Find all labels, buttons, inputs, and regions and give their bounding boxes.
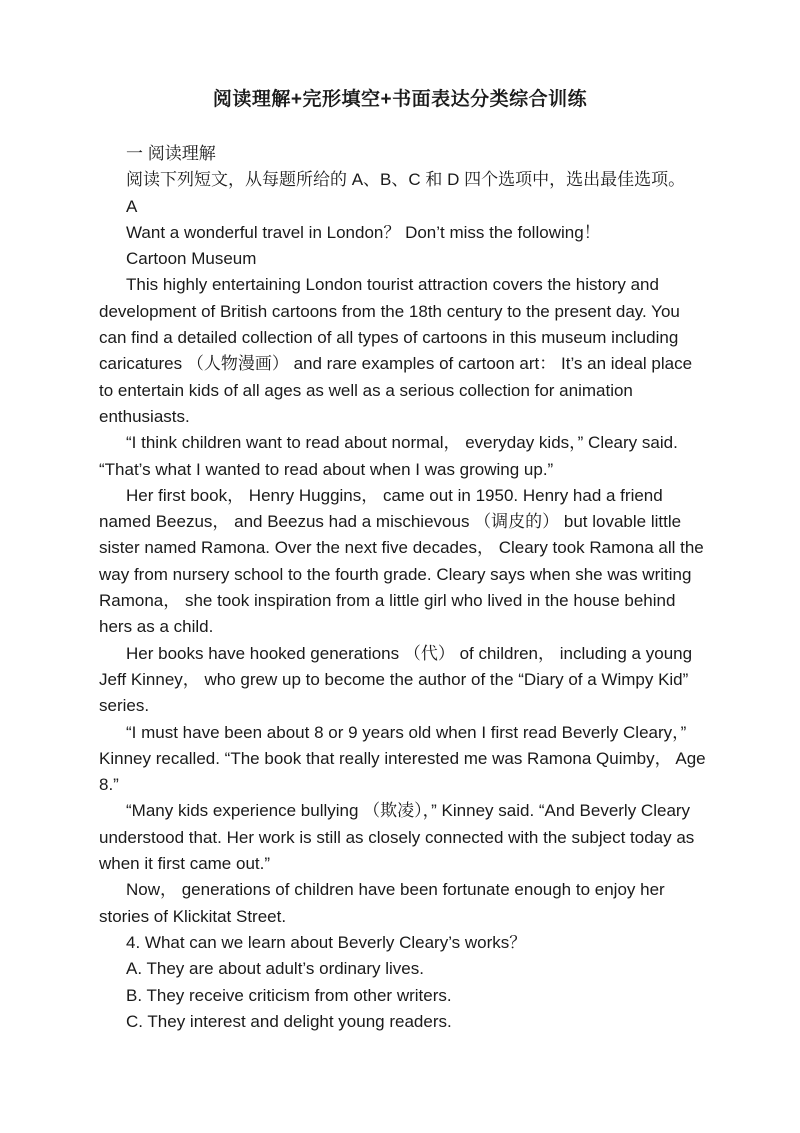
- paragraph-museum-description: This highly entertaining London tourist attraction covers the history and development of British cartoons from the 18th century to the present day. You can find a detailed collection of all types of cartoons in this museum including caricatures （人物漫画） and rare examples of cartoon art： It’s an ideal place to entertain kids of all ages as well as a serious collection for animation enthusiasts.: [99, 275, 693, 426]
- paragraph-now: Now， generations of children have been fortunate enough to enjoy her stories of Klickitat Street.: [99, 880, 665, 926]
- paragraph-cleary-quote: “I think children want to read about normal， everyday kids，” Cleary said. “That’s what I wanted to read about when I was growing up.”: [99, 433, 678, 479]
- paragraph-bullying: “Many kids experience bullying （欺凌），” Kinney said. “And Beverly Cleary understood that. Her work is still as closely connected with the subject today as when it first came out.”: [99, 801, 695, 874]
- instruction-text: 阅读下列短文，从每题所给的 A、B、C 和 D 四个选项中，选出最佳选项。: [126, 170, 686, 190]
- question-option-c: C. They interest and delight young readers.: [126, 1011, 452, 1031]
- paragraph-intro: Want a wonderful travel in London？ Don’t miss the following！: [126, 222, 601, 242]
- section-heading: 一 阅读理解: [126, 144, 216, 163]
- question-option-a: A. They are about adult’s ordinary lives.: [126, 959, 424, 979]
- question-option-b: B. They receive criticism from other writers.: [126, 985, 452, 1005]
- paragraph-first-book: Her first book， Henry Huggins， came out in 1950. Henry had a friend named Beezus， and Beezus had a mischievous （调皮的） but lovable little sister named Ramona. Over the next five decades， Cleary took Ramona all the way from nursery school to the fourth grade. Cleary says when she was writing Ramona， she took inspiration from a little girl who lived in the house behind hers as a child.: [99, 485, 704, 637]
- question-stem: 4. What can we learn about Beverly Cleary’s works？: [126, 932, 527, 952]
- page-title: 阅读理解+完形填空+书面表达分类综合训练: [212, 89, 588, 110]
- paragraph-kinney-recall: “I must have been about 8 or 9 years old when I first read Beverly Cleary，” Kinney recalled. “The book that really interested me was Ramona Quimby， Age 8.”: [99, 722, 706, 795]
- passage-label: A: [126, 196, 138, 216]
- paragraph-heading-cartoon-museum: Cartoon Museum: [126, 249, 257, 269]
- document-body: [99, 141, 709, 1035]
- paragraph-generations: Her books have hooked generations （代） of children， including a young Jeff Kinney， who grew up to become the author of the “Diary of a Wimpy Kid” series.: [99, 643, 693, 716]
